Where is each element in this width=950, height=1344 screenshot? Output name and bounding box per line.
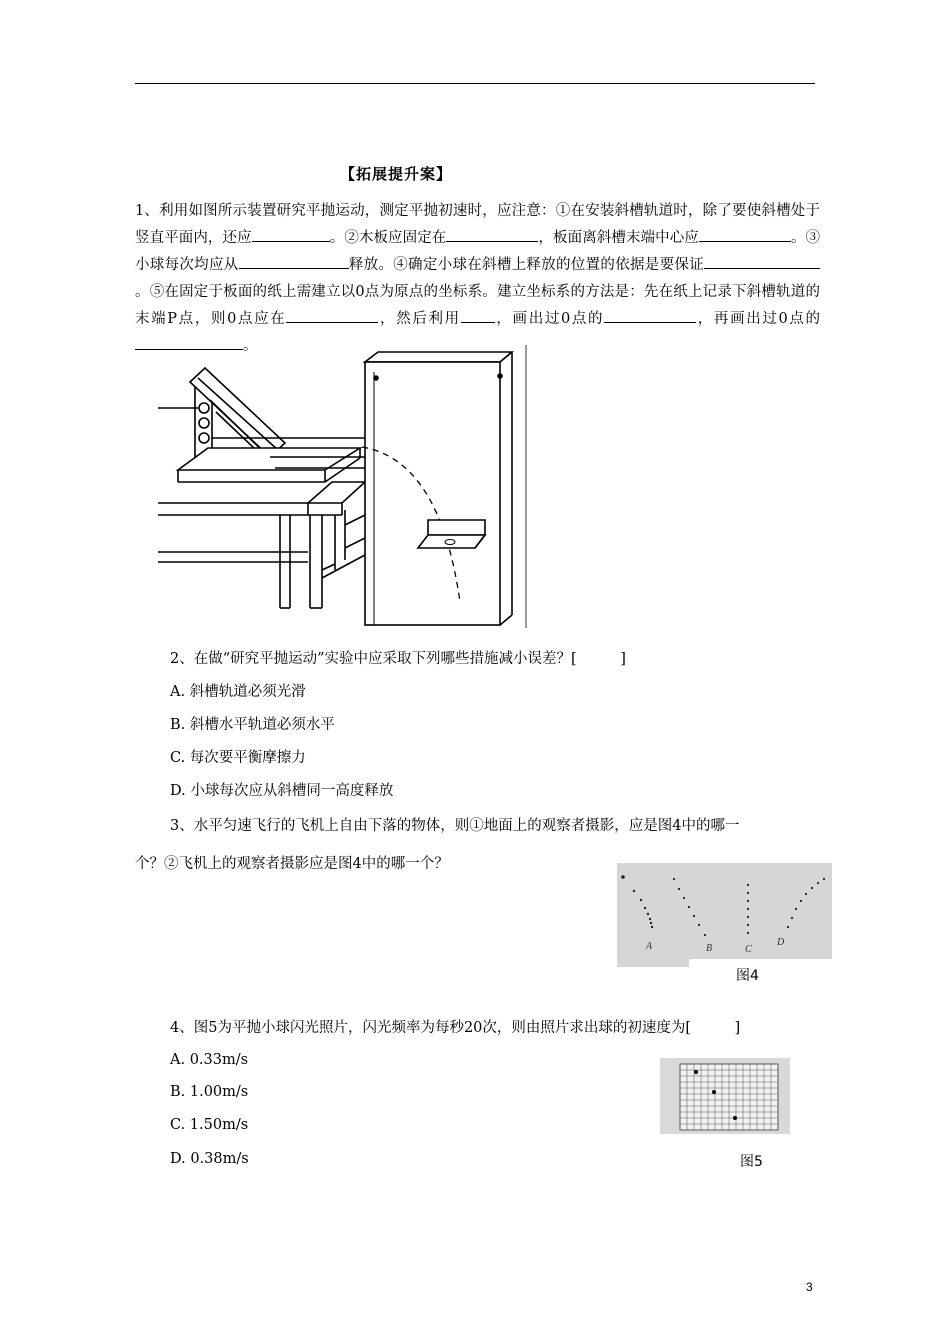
q1-text: ，再画出过0点的 <box>696 311 821 327</box>
figure-4-caption: 图4 <box>736 968 759 984</box>
q2-option-a: A. 斜槽轨道必须光滑 <box>170 684 306 700</box>
q2-option-b: B. 斜槽水平轨道必须水平 <box>170 717 335 733</box>
figure-4-label-c: C <box>745 944 752 955</box>
apparatus-figure <box>150 340 530 630</box>
q1-text: 1、利用如图所示装置研究平抛运动，测定平抛初速时，应注意：①在安装斜槽轨道时，除了要使斜槽处于竖直平面内，还应 <box>135 203 820 246</box>
q4-option-a: A. 0.33m/s <box>170 1052 249 1068</box>
q1-blank-2 <box>446 227 538 242</box>
question-1 <box>135 198 820 360</box>
q3-line-2: 个？②飞机上的观察者摄影应是图4中的哪一个？ <box>135 856 449 872</box>
section-title: 【拓展提升案】 <box>340 165 453 183</box>
q2-option-c: C. 每次要平衡摩擦力 <box>170 750 306 766</box>
figure-4-label-a: A <box>646 941 653 952</box>
q1-blank-1 <box>252 227 330 242</box>
figure-4-label-b: B <box>706 943 713 954</box>
q1-text: 。⑤在固定于板面的纸上需建立以0点为原点的坐标系。建立坐标系的方法是：先在纸上记录下斜槽轨道的末端P点，则0点应在 <box>135 284 820 327</box>
q2-stem: 2、在做“研究平抛运动”实验中应采取下列哪些措施减小误差？[ ] <box>170 651 626 667</box>
q1-text: ，画出过0点的 <box>494 311 605 327</box>
q1-blank-7 <box>461 308 495 323</box>
q1-text: 。②木板应固定在 <box>329 230 447 246</box>
q1-blank-8 <box>604 308 696 323</box>
figure-5-photo <box>660 1058 790 1134</box>
q1-blank-6 <box>286 308 378 323</box>
q1-text: 释放。④确定小球在斜槽上释放的位置的依据是要保证 <box>348 257 704 273</box>
q1-text: 。③小球每次均应从 <box>135 230 821 273</box>
q3-line-1: 3、水平匀速飞行的飞机上自由下落的物体，则①地面上的观察者摄影，应是图4中的哪一 <box>170 818 740 834</box>
q4-stem: 4、图5为平抛小球闪光照片，闪光频率为每秒20次，则由照片求出球的初速度为[ ] <box>170 1020 741 1036</box>
q1-text: 。 <box>243 338 258 354</box>
figure-4-label-d: D <box>777 937 785 948</box>
page-number: 3 <box>806 1280 813 1294</box>
q1-blank-5 <box>704 254 820 269</box>
q2-option-d: D. 小球每次应从斜槽同一高度释放 <box>170 783 394 799</box>
q1-text: ，板面离斜槽末端中心应 <box>538 230 699 246</box>
q4-option-c: C. 1.50m/s <box>170 1117 249 1133</box>
figure-4-photo <box>617 863 832 967</box>
figure-5-caption: 图5 <box>740 1154 763 1170</box>
q1-blank-3 <box>699 227 791 242</box>
q1-text: ，然后利用 <box>378 311 461 327</box>
header-rule <box>135 83 815 84</box>
q4-option-d: D. 0.38m/s <box>170 1151 249 1167</box>
q1-blank-4 <box>239 254 349 269</box>
q4-option-b: B. 1.00m/s <box>170 1084 249 1100</box>
